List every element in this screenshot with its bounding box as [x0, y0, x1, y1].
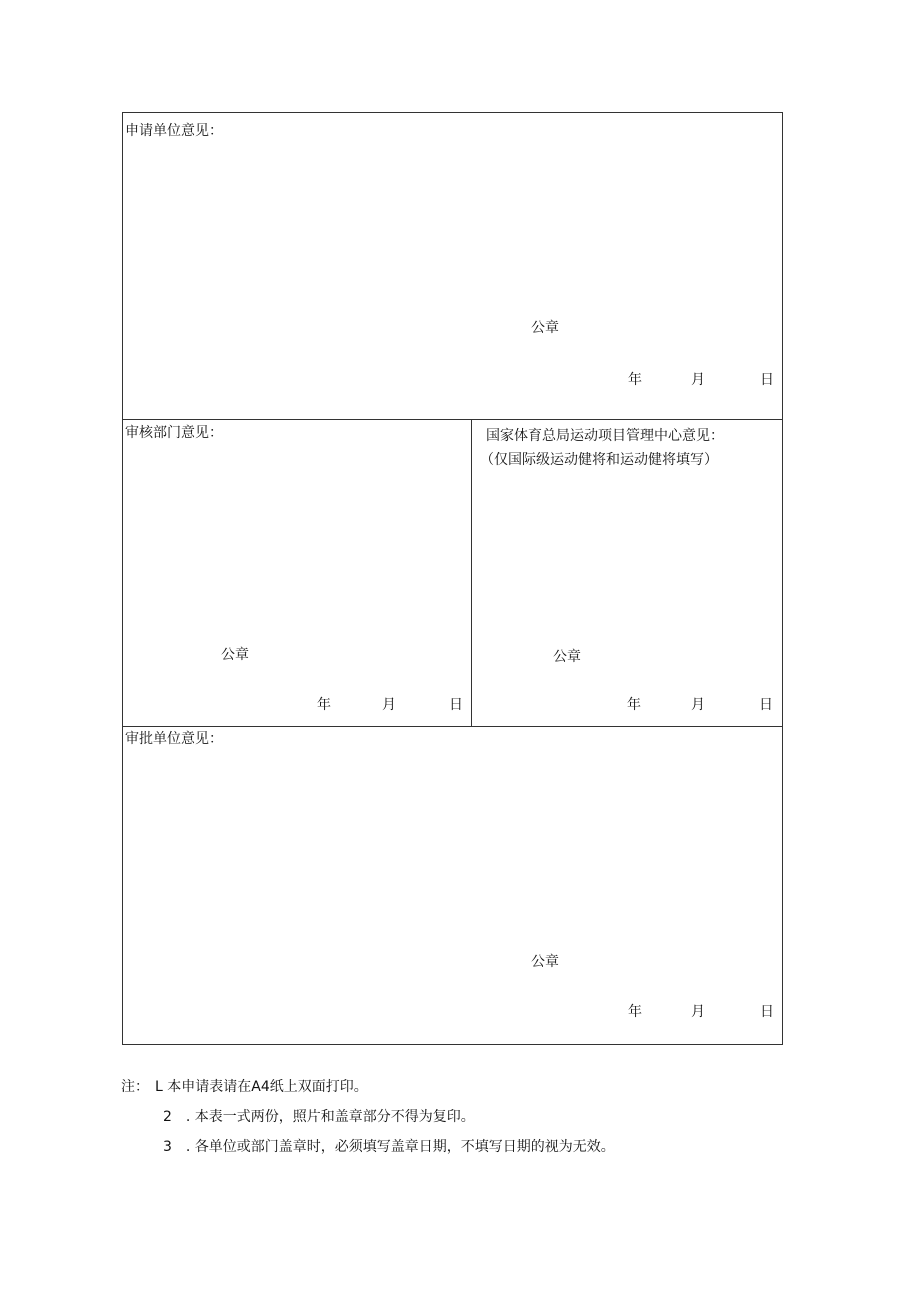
approval-date-day: 日	[760, 1004, 774, 1020]
note-item-1: L 本申请表请在A4纸上双面打印。	[155, 1079, 368, 1095]
applicant-date-month: 月	[691, 372, 705, 388]
sport-center-opinion-label: 国家体育总局运动项目管理中心意见：	[486, 428, 724, 444]
review-dept-seal-label: 公章	[221, 647, 249, 663]
review-dept-date-year: 年	[317, 697, 331, 713]
approval-date-year: 年	[628, 1004, 642, 1020]
applicant-opinion-label: 申请单位意见：	[125, 123, 223, 139]
sport-center-date-day: 日	[759, 697, 773, 713]
notes-prefix: 注：	[121, 1079, 149, 1095]
review-dept-opinion-section	[122, 419, 472, 727]
sport-center-seal-label: 公章	[553, 649, 581, 665]
approval-opinion-label: 审批单位意见：	[125, 731, 223, 747]
note-item-3: 3 . 各单位或部门盖章时，必须填写盖章日期，不填写日期的视为无效。	[163, 1139, 615, 1155]
review-dept-date-day: 日	[449, 697, 463, 713]
applicant-date-year: 年	[628, 372, 642, 388]
applicant-seal-label: 公章	[531, 320, 559, 336]
sport-center-opinion-section	[471, 419, 783, 727]
approval-seal-label: 公章	[531, 954, 559, 970]
note-item-2: 2 . 本表一式两份，照片和盖章部分不得为复印。	[163, 1109, 475, 1125]
sport-center-date-year: 年	[627, 697, 641, 713]
review-dept-opinion-label: 审核部门意见：	[125, 425, 223, 441]
approval-opinion-section	[122, 726, 783, 1045]
approval-date-month: 月	[691, 1004, 705, 1020]
applicant-date-day: 日	[760, 372, 774, 388]
review-dept-date-month: 月	[382, 697, 396, 713]
sport-center-date-month: 月	[691, 697, 705, 713]
sport-center-opinion-sublabel: （仅国际级运动健将和运动健将填写）	[480, 452, 718, 468]
applicant-opinion-section	[122, 112, 783, 420]
